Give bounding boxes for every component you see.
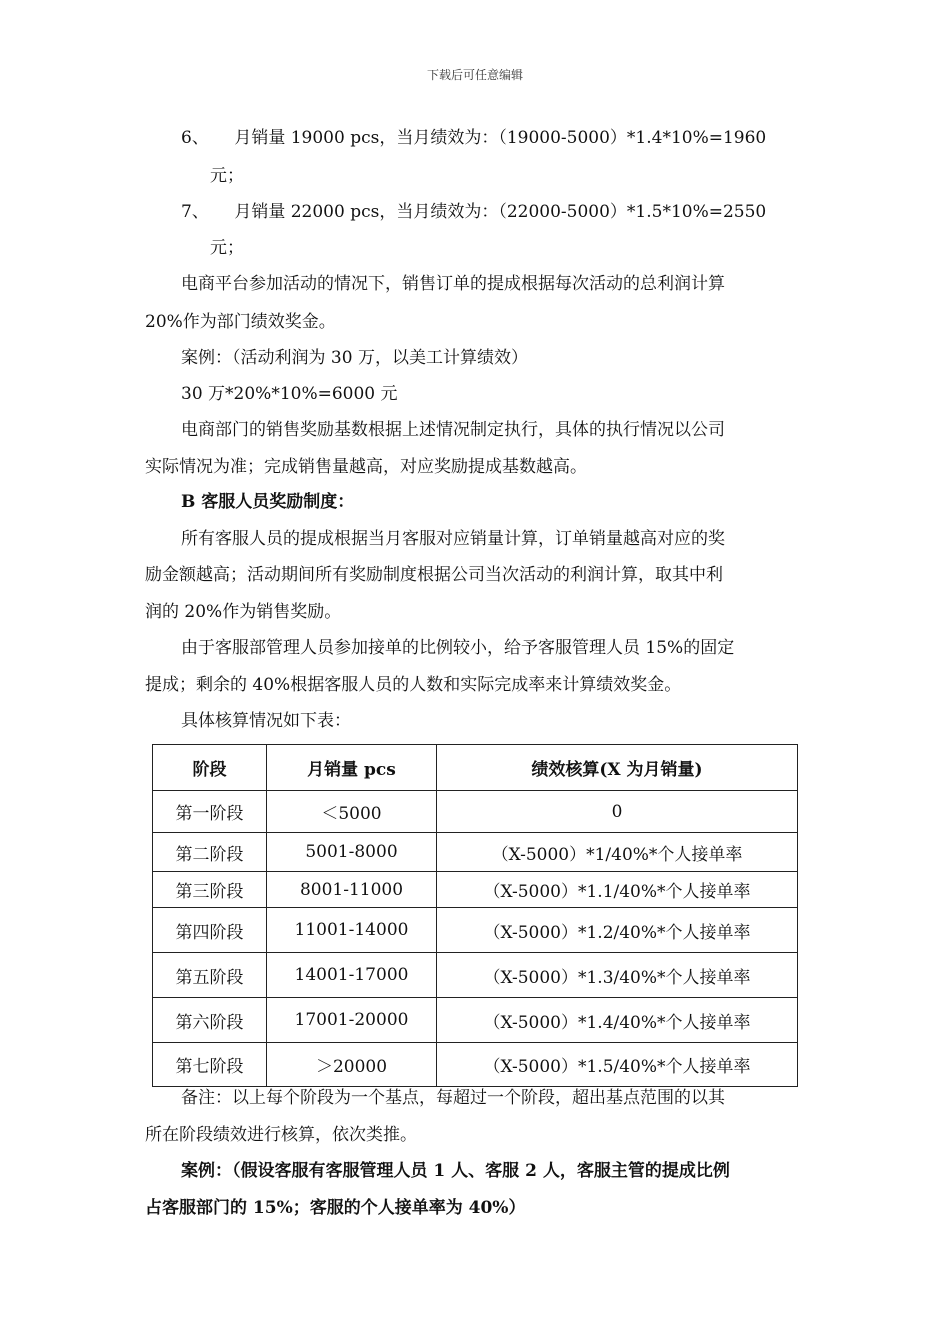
example-line: 案例：（假设客服有客服管理人员 1 人、客服 2 人，客服主管的提成比例 [181, 1161, 730, 1181]
text-line: 具体核算情况如下表： [181, 711, 351, 731]
text-line: 所在阶段绩效进行核算，依次类推。 [145, 1125, 417, 1145]
table-row [153, 872, 798, 908]
text-line: 20%作为部门绩效奖金。 [145, 312, 336, 332]
text-line: 由于客服部管理人员参加接单的比例较小，给予客服管理人员 15%的固定 [181, 638, 735, 658]
table-header-row [153, 745, 798, 791]
table-row [153, 1043, 798, 1087]
col-header-formula: 绩效核算(X 为月销量) [437, 745, 798, 791]
cell-formula: （X-5000）*1.4/40%*个人接单率 [437, 998, 798, 1043]
cell-stage: 第三阶段 [153, 872, 267, 908]
cell-sales: 17001-20000 [267, 998, 437, 1043]
performance-table [152, 744, 798, 1087]
text-line: 励金额越高；活动期间所有奖励制度根据公司当次活动的利润计算，取其中利 [145, 565, 723, 585]
cell-stage: 第一阶段 [153, 791, 267, 833]
cell-sales: ＞20000 [267, 1043, 437, 1087]
cell-stage: 第六阶段 [153, 998, 267, 1043]
text-line: 元； [210, 166, 244, 186]
text-line: 电商部门的销售奖励基数根据上述情况制定执行，具体的执行情况以公司 [181, 420, 725, 440]
text-line: 元； [210, 238, 244, 258]
cell-sales: 5001-8000 [267, 833, 437, 872]
text-line: 案例：（活动利润为 30 万，以美工计算绩效） [181, 348, 528, 368]
cell-stage: 第七阶段 [153, 1043, 267, 1087]
cell-formula: （X-5000）*1.3/40%*个人接单率 [437, 953, 798, 998]
cell-formula: 0 [437, 791, 798, 833]
example-line: 占客服部门的 15%；客服的个人接单率为 40%） [145, 1198, 526, 1218]
section-heading: B 客服人员奖励制度： [181, 492, 355, 512]
cell-sales: 14001-17000 [267, 953, 437, 998]
text-line: 提成；剩余的 40%根据客服人员的人数和实际完成率来计算绩效奖金。 [145, 675, 682, 695]
table-row [153, 953, 798, 998]
table-row [153, 791, 798, 833]
cell-formula: （X-5000）*1.2/40%*个人接单率 [437, 908, 798, 953]
text-line: 电商平台参加活动的情况下，销售订单的提成根据每次活动的总利润计算 [181, 274, 725, 294]
cell-stage: 第二阶段 [153, 833, 267, 872]
cell-stage: 第四阶段 [153, 908, 267, 953]
text-line: 所有客服人员的提成根据当月客服对应销量计算，订单销量越高对应的奖 [181, 529, 725, 549]
col-header-stage: 阶段 [153, 745, 267, 791]
text-line: 润的 20%作为销售奖励。 [145, 602, 342, 622]
col-header-sales: 月销量 pcs [267, 745, 437, 791]
cell-sales: 8001-11000 [267, 872, 437, 908]
cell-sales: ＜5000 [267, 791, 437, 833]
cell-formula: （X-5000）*1/40%*个人接单率 [437, 833, 798, 872]
text-line: 6、 月销量 19000 pcs，当月绩效为：（19000-5000）*1.4*10%=1960 [181, 128, 767, 148]
table-row [153, 908, 798, 953]
cell-formula: （X-5000）*1.1/40%*个人接单率 [437, 872, 798, 908]
page-header: 下载后可任意编辑 [426, 68, 523, 82]
text-line: 备注：以上每个阶段为一个基点，每超过一个阶段，超出基点范围的以其 [181, 1088, 725, 1108]
text-line: 7、 月销量 22000 pcs，当月绩效为：（22000-5000）*1.5*10%=2550 [181, 202, 767, 222]
table-row [153, 833, 798, 872]
cell-sales: 11001-14000 [267, 908, 437, 953]
text-line: 30 万*20%*10%=6000 元 [181, 384, 398, 404]
table-row [153, 998, 798, 1043]
cell-formula: （X-5000）*1.5/40%*个人接单率 [437, 1043, 798, 1087]
cell-stage: 第五阶段 [153, 953, 267, 998]
text-line: 实际情况为准；完成销售量越高，对应奖励提成基数越高。 [145, 457, 587, 477]
